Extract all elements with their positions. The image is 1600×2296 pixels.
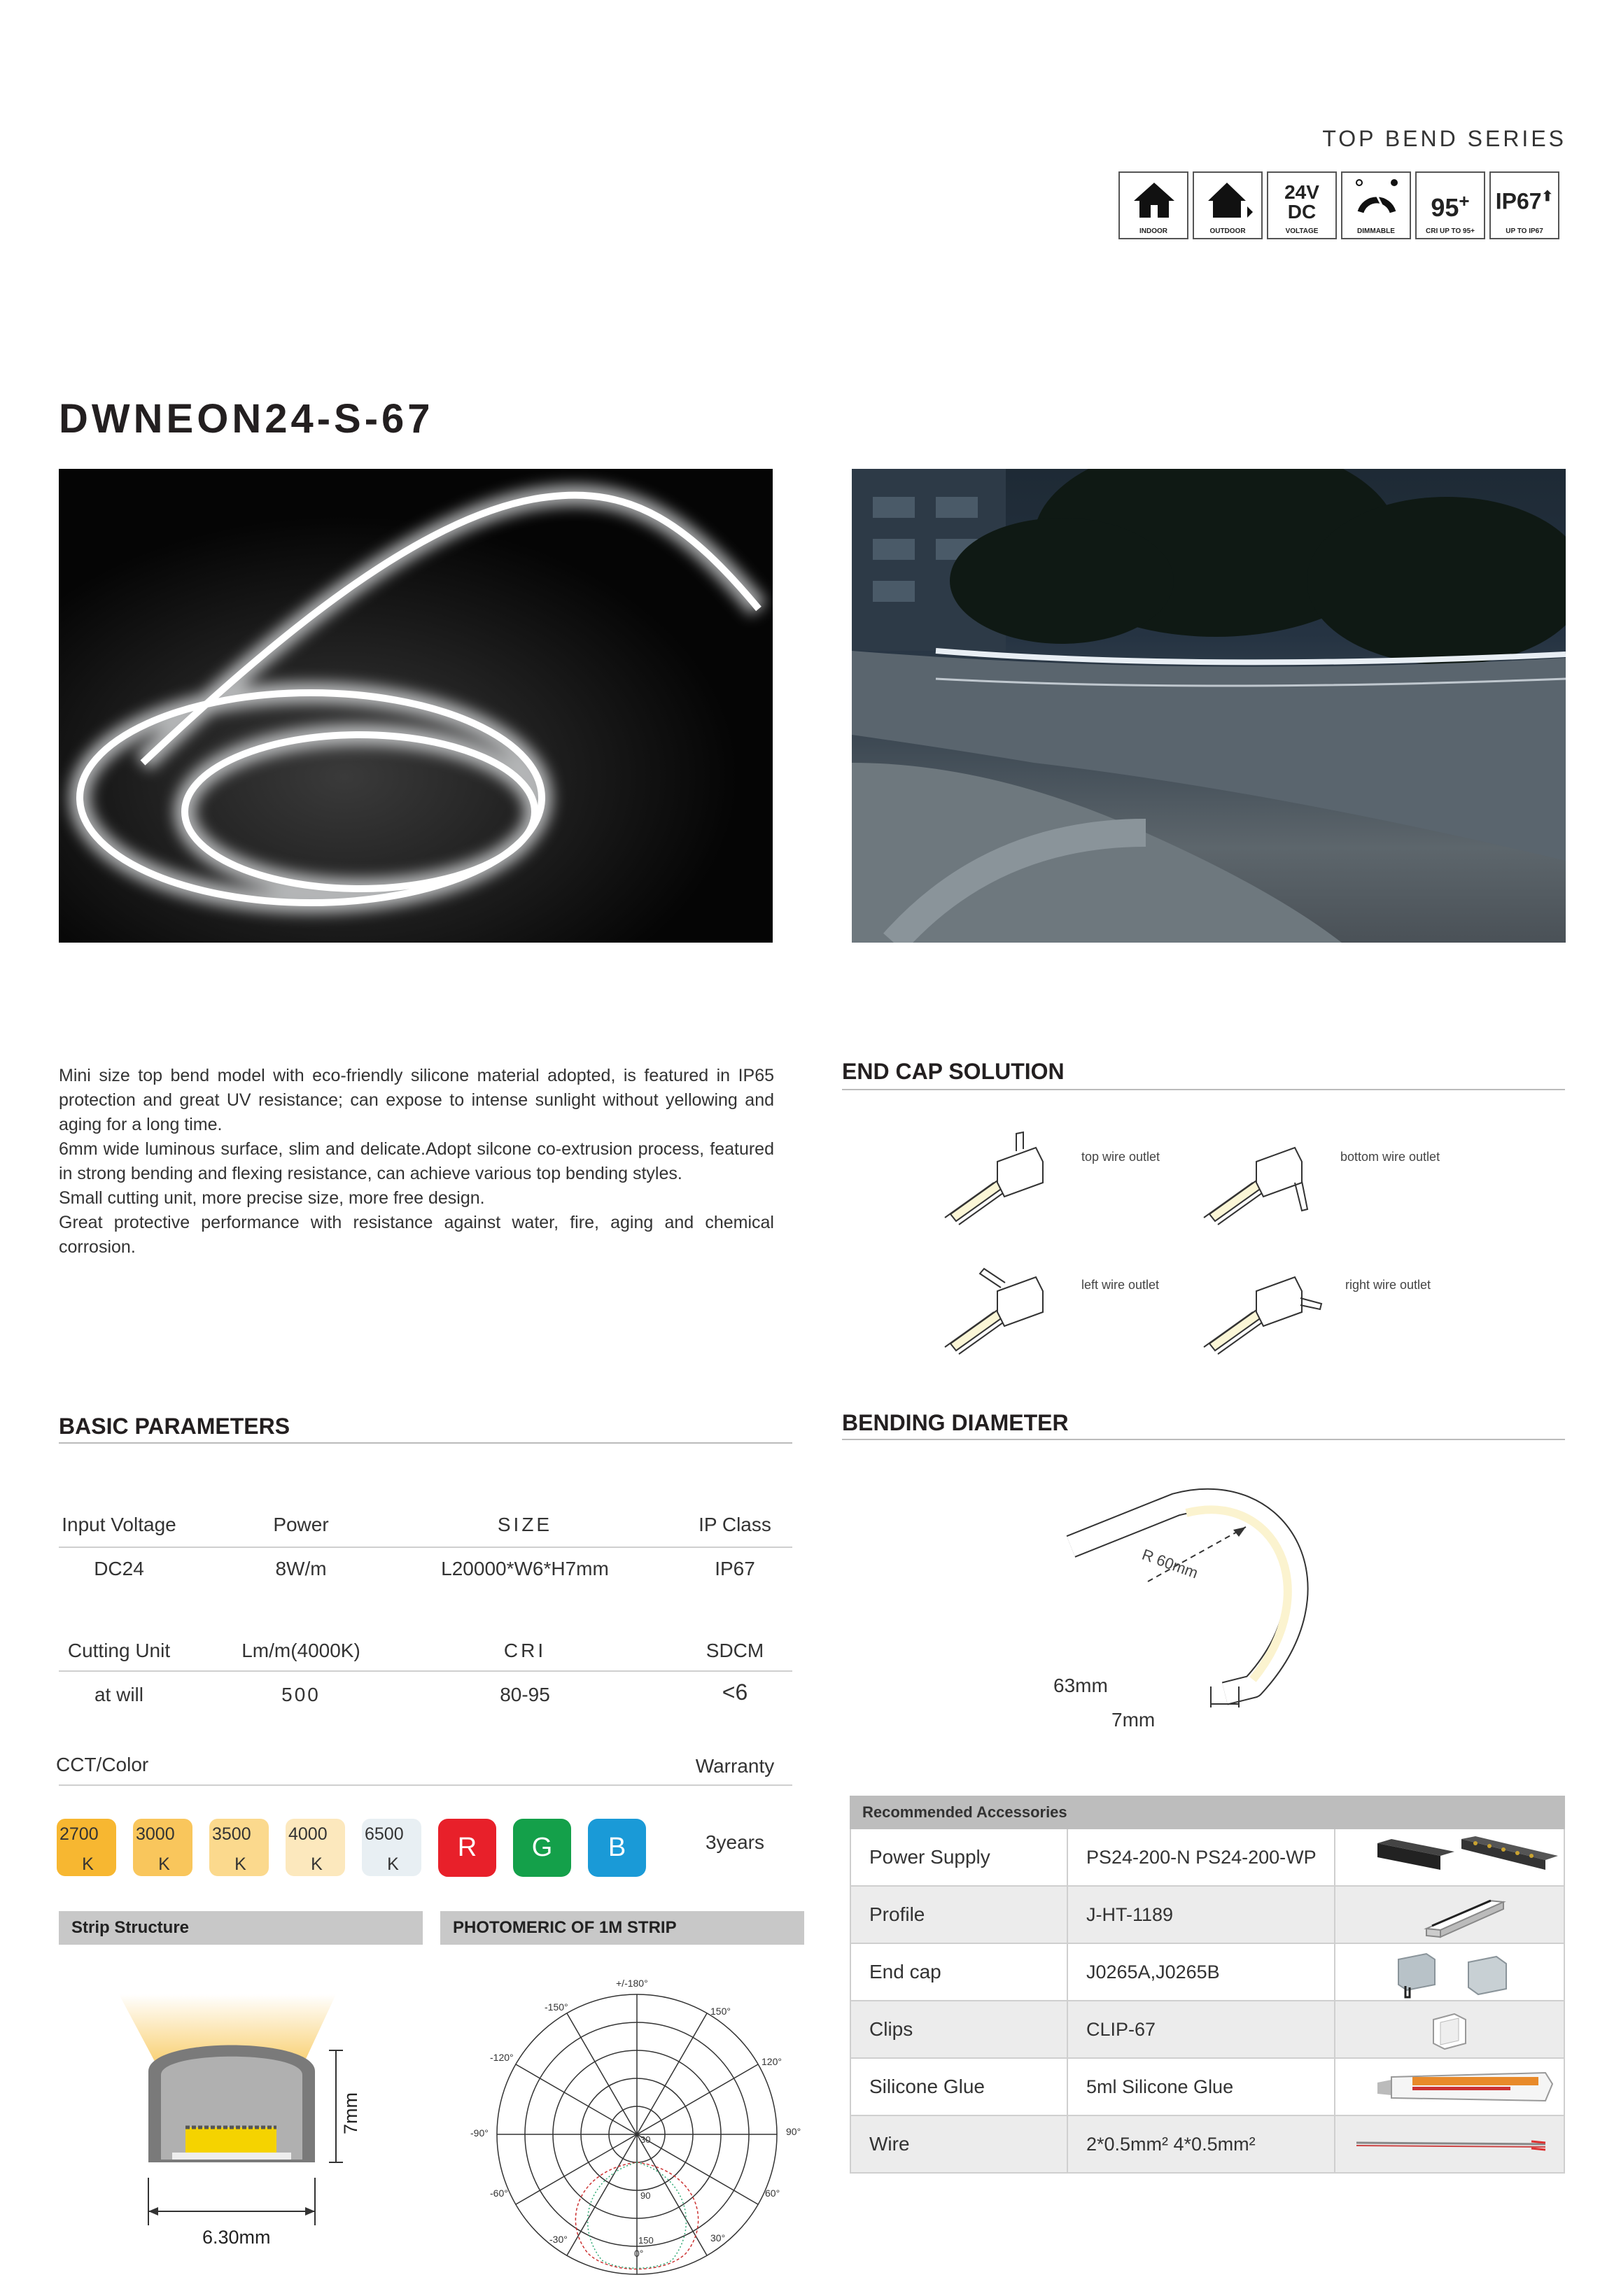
param-value: DC24 [94, 1558, 144, 1579]
right-wire-outlet-diagram [1204, 1277, 1321, 1354]
structure-height-label: 7mm [340, 2092, 361, 2134]
cct-swatch: 4000 K [286, 1819, 345, 1876]
photometric-title: PHOTOMERIC OF 1M STRIP [440, 1911, 804, 1945]
warranty-value: 3years [705, 1831, 765, 1853]
ring-label: 90 [640, 2190, 651, 2201]
profile-icon [1335, 1887, 1564, 1943]
param-head: Lm/m(4000K) [241, 1640, 360, 1661]
badge-voltage: 24V DC VOLTAGE [1267, 171, 1337, 239]
angle-label: 90° [786, 2126, 801, 2137]
badge-outdoor: OUTDOOR [1193, 171, 1263, 239]
description-paragraph: Small cutting unit, more precise size, more free design. [59, 1188, 485, 1208]
top-wire-outlet-diagram [945, 1132, 1043, 1225]
badge-cri: 95+ CRI UP TO 95+ [1415, 171, 1485, 239]
angle-label: -90° [470, 2127, 489, 2139]
wire-icon [1335, 2116, 1564, 2172]
param-head: Input Voltage [62, 1514, 176, 1535]
angle-label: 60° [765, 2188, 780, 2199]
endcap-diagrams [938, 1120, 1568, 1358]
badge-dimmable: DIMMABLE [1341, 171, 1411, 239]
angle-label: 150° [710, 2006, 731, 2017]
param-row-divider [59, 1547, 792, 1548]
warranty-label: Warranty [695, 1755, 775, 1777]
dimmer-icon [1354, 177, 1400, 219]
led-strip-photo [59, 469, 773, 943]
glue-tube-icon [1335, 2059, 1564, 2115]
cct-swatch: 6500 K [362, 1819, 421, 1876]
structure-title: Strip Structure [59, 1911, 423, 1945]
badge-indoor: INDOOR [1118, 171, 1188, 239]
cct-swatch: 3000 K [133, 1819, 192, 1876]
description-paragraph: Mini size top bend model with eco-friendly silicone material adopted, is featured in IP65 protection and great UV resistance; can expose to intense sunlight without yellowing and aging for a long time. [59, 1066, 774, 1134]
accessory-row: Power Supply PS24-200-N PS24-200-WP [850, 1829, 1565, 1887]
product-photo [59, 469, 773, 943]
cct-label: CCT/Color [56, 1754, 149, 1775]
endcap-divider [842, 1089, 1565, 1090]
structure-width-label: 6.30mm [202, 2227, 271, 2248]
angle-label: 30° [710, 2232, 726, 2244]
cct-swatch: 2700 K [57, 1819, 116, 1876]
cct-swatches [57, 1819, 646, 1877]
railing-scene-photo [852, 469, 1566, 943]
bend-width-label: 7mm [1111, 1709, 1156, 1731]
angle-label: -150° [545, 2001, 568, 2013]
angle-label: -30° [549, 2234, 568, 2245]
bending-divider [842, 1439, 1565, 1440]
param-row-divider [59, 1784, 792, 1786]
endcap-label-left: left wire outlet [1081, 1278, 1160, 1292]
accessory-row: Profile J-HT-1189 [850, 1887, 1565, 1944]
param-value: 500 [281, 1684, 321, 1705]
house-outdoor-icon [1207, 180, 1256, 219]
ring-label: 30 [640, 2134, 651, 2145]
model-title: DWNEON24-S-67 [59, 396, 434, 442]
description-paragraph: Great protective performance with resistance against water, fire, aging and chemical corrosion. [59, 1213, 774, 1257]
param-value: L20000*W6*H7mm [441, 1558, 609, 1579]
angle-label: -120° [490, 2052, 514, 2063]
bending-title: BENDING DIAMETER [842, 1410, 1069, 1435]
accessory-row: Wire 2*0.5mm² 4*0.5mm² [850, 2116, 1565, 2174]
voltage-value: 24V [1284, 181, 1319, 203]
feature-badges [1118, 171, 1559, 239]
voltage-type: DC [1287, 201, 1317, 223]
accessories-header: Recommended Accessories [850, 1796, 1565, 1829]
bend-height-label: 63mm [1053, 1675, 1108, 1696]
description-paragraph: 6mm wide luminous surface, slim and delicate.Adopt silcone co-extrusion process, featured in strong bending and flexing resistance, can achieve various top bending styles. [59, 1139, 774, 1183]
param-row-divider [59, 1670, 792, 1672]
end-cap-icon [1335, 1944, 1564, 2000]
param-value: IP67 [715, 1558, 755, 1579]
param-head: SIZE [497, 1514, 553, 1535]
accessory-row: Clips CLIP-67 [850, 2001, 1565, 2059]
badge-ip67: IP67⬆ UP TO IP67 [1489, 171, 1559, 239]
param-head: Cutting Unit [67, 1640, 171, 1661]
angle-label: 0° [634, 2248, 644, 2259]
cct-swatch: 3500 K [209, 1819, 269, 1876]
endcap-label-right: right wire outlet [1345, 1278, 1431, 1292]
angle-label: 120° [762, 2056, 782, 2067]
endcap-label-top: top wire outlet [1081, 1150, 1160, 1164]
application-photo [852, 469, 1566, 943]
param-value: <6 [722, 1679, 748, 1705]
left-wire-outlet-diagram [945, 1269, 1043, 1354]
house-icon [1132, 180, 1176, 219]
param-head: CRI [503, 1640, 547, 1661]
clip-icon [1335, 2001, 1564, 2057]
param-value: 8W/m [275, 1558, 327, 1579]
params-divider [59, 1442, 792, 1444]
rgb-swatch-green: G [513, 1819, 571, 1877]
param-head: IP Class [699, 1514, 771, 1535]
bend-radius-label: R 60mm [1139, 1545, 1201, 1582]
param-head: SDCM [706, 1640, 764, 1661]
series-title: TOP BEND SERIES [1322, 126, 1566, 151]
param-value: 80-95 [500, 1684, 550, 1705]
angle-label: +/-180° [616, 1978, 648, 1989]
accessory-row: End cap J0265A,J0265B [850, 1944, 1565, 2001]
bottom-wire-outlet-diagram [1204, 1148, 1307, 1225]
endcap-title: END CAP SOLUTION [842, 1059, 1065, 1084]
endcap-label-bottom: bottom wire outlet [1340, 1150, 1440, 1164]
ring-label: 150 [638, 2235, 654, 2246]
angle-label: -60° [490, 2188, 508, 2199]
param-value: at will [94, 1684, 143, 1705]
param-head: Power [273, 1514, 329, 1535]
power-supply-icon [1335, 1829, 1564, 1885]
rgb-swatch-red: R [438, 1819, 496, 1877]
accessory-row: Silicone Glue 5ml Silicone Glue [850, 2059, 1565, 2116]
rgb-swatch-blue: B [588, 1819, 646, 1877]
params-title: BASIC PARAMETERS [59, 1414, 290, 1439]
product-description [59, 1064, 774, 1260]
